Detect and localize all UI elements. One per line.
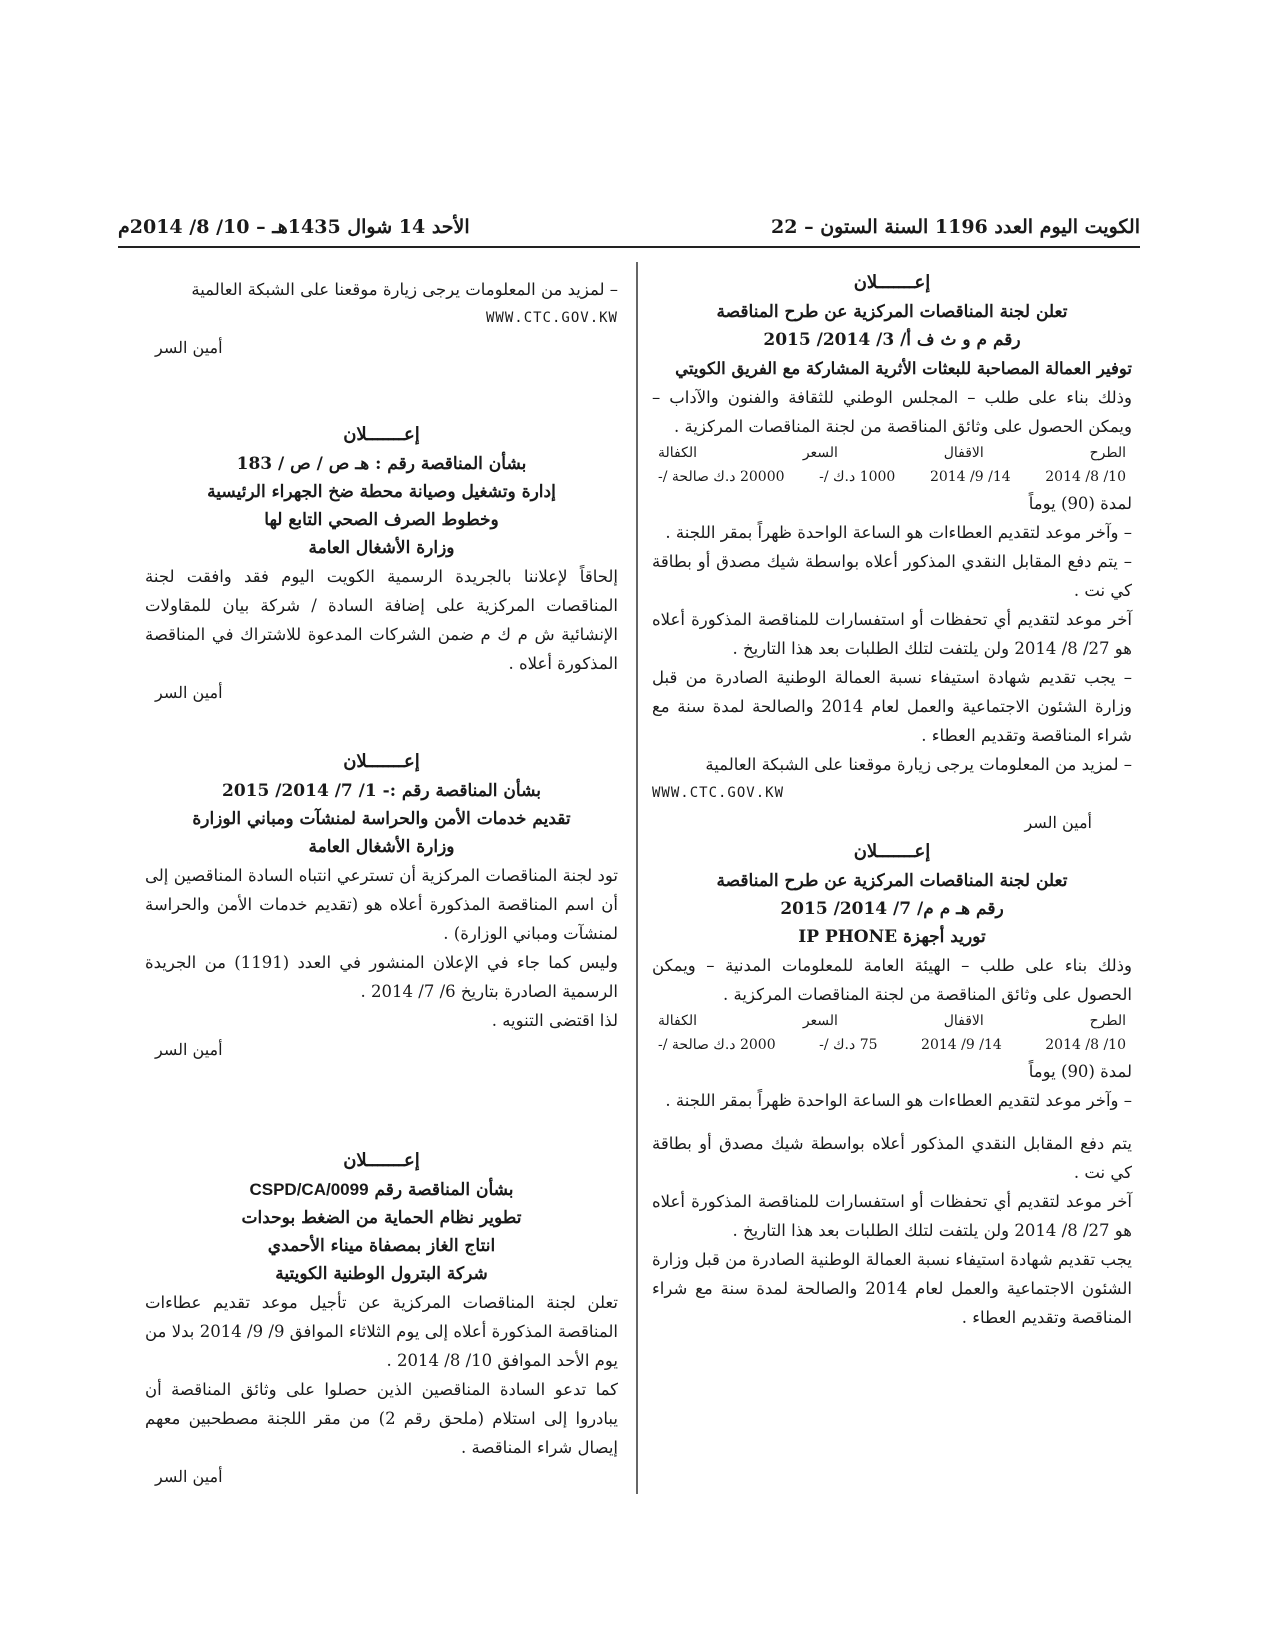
value-guarantee: 20000 د.ك صالحة /-: [658, 469, 785, 485]
value-price: 75 د.ك /-: [819, 1037, 878, 1053]
tender-subject: توريد أجهزة IP PHONE: [798, 927, 986, 947]
col-header-price: السعر: [802, 445, 838, 461]
secretary-signature: أمين السر: [155, 1040, 223, 1059]
left-column: [145, 275, 618, 1491]
value-closing-date: 14/ 9/ 2014: [921, 1037, 1002, 1053]
tender-body: تود لجنة المناقصات المركزية أن تسترعي انتباه السادة المناقصين إلى أن اسم المناقصة المذكورة أعلاه هو (تقديم خدمات الأمن والحراسة لمنشآت ومباني الوزارة) .: [145, 866, 618, 943]
tender-body: وذلك بناء على طلب – المجلس الوطني للثقافة والفنون والآداب – ويمكن الحصول على وثائق المناقصة من لجنة المناقصات المركزية .: [652, 388, 1132, 436]
tender-paragraph: – يجب تقديم شهادة استيفاء نسبة العمالة الوطنية الصادرة من قبل وزارة الشئون الاجتماعية والعمل لعام 2014 والصالحة لمدة سنة مع شراء المناقصة وتقديم العطاء .: [652, 668, 1133, 745]
tender-subject: انتاج الغاز بمصفاة ميناء الأحمدي: [267, 1236, 496, 1256]
tender-table-values: [652, 465, 1132, 489]
page-header: [118, 212, 1140, 248]
tender-subject: إدارة وتشغيل وصيانة محطة ضخ الجهراء الرئيسية: [207, 482, 556, 502]
tender-table-values: [652, 1033, 1132, 1057]
value-offer-date: 10/ 8/ 2014: [1045, 469, 1126, 485]
col-header-closing: الاقفال: [943, 445, 984, 461]
tender-paragraph: – وآخر موعد لتقديم العطاءات هو الساعة الواحدة ظهراً بمقر اللجنة .: [665, 523, 1132, 542]
col-header-closing: الاقفال: [943, 1013, 984, 1029]
col-header-guarantee: الكفالة: [658, 445, 698, 461]
col-header-offer: الطرح: [1089, 1013, 1126, 1029]
header-publication: الكويت اليوم العدد 1196 السنة الستون – 22: [771, 216, 1140, 238]
announcement-jahra-pumping: [145, 420, 618, 707]
tender-paragraph: – لمزيد من المعلومات يرجى زيارة موقعنا على الشبكة العالمية: [705, 755, 1132, 774]
header-date: الأحد 14 شوال 1435هـ – 10/ 8/ 2014م: [118, 216, 470, 238]
column-divider: [636, 262, 638, 1494]
tender-paragraph: – يتم دفع المقابل النقدي المذكور أعلاه بواسطة شيك مصدق أو بطاقة كي نت .: [652, 552, 1132, 600]
tender-table-headers: [652, 441, 1132, 465]
announcement-heading: إعـــــــلان: [853, 841, 931, 862]
announcement-ctc-archaeology: [652, 268, 1132, 837]
tender-number: بشأن المناقصة رقم :- 1/ 7/ 2014/ 2015: [221, 781, 541, 801]
tender-number: رقم هـ م م/ 7/ 2014/ 2015: [780, 899, 1004, 919]
tender-duration: لمدة (90) يوماً: [1028, 494, 1132, 513]
company-name: شركة البترول الوطنية الكويتية: [275, 1264, 488, 1284]
secretary-signature: أمين السر: [1024, 813, 1092, 832]
col-header-guarantee: الكفالة: [658, 1013, 698, 1029]
value-guarantee: 2000 د.ك صالحة /-: [658, 1037, 776, 1053]
col-header-offer: الطرح: [1089, 445, 1126, 461]
tender-subject: تقديم خدمات الأمن والحراسة لمنشآت ومباني الوزارة: [192, 809, 571, 829]
secretary-signature: أمين السر: [155, 1467, 223, 1486]
secretary-signature: أمين السر: [155, 683, 223, 702]
col-header-price: السعر: [802, 1013, 838, 1029]
value-price: 1000 د.ك /-: [819, 469, 896, 485]
tender-number-label: بشأن المناقصة رقم: [374, 1180, 514, 1200]
website-url: WWW.CTC.GOV.KW: [485, 310, 618, 326]
announcement-heading: إعـــــــلان: [343, 1150, 420, 1171]
tender-paragraph: آخر موعد لتقديم أي تحفظات أو استفسارات للمناقصة المذكورة أعلاه هو 27/ 8/ 2014 ولن يلتفت لتلك الطلبات بعد هذا التاريخ .: [652, 610, 1132, 658]
tender-number: بشأن المناقصة رقم : هـ ص / ص / 183: [236, 454, 527, 474]
tender-body: وذلك بناء على طلب – الهيئة العامة للمعلومات المدنية – ويمكن الحصول على وثائق المناقصة من لجنة المناقصات المركزية .: [652, 956, 1132, 1004]
announcement-heading: إعـــــــلان: [853, 272, 931, 293]
tender-subject: وخطوط الصرف الصحي التابع لها: [264, 510, 499, 530]
tender-number: [145, 1176, 618, 1204]
tender-subject: توفير العمالة المصاحبة للبعثات الأثرية المشاركة مع الفريق الكويتي: [675, 359, 1132, 378]
website-url: WWW.CTC.GOV.KW: [652, 785, 785, 801]
announcement-title: تعلن لجنة المناقصات المركزية عن طرح المناقصة: [716, 871, 1068, 891]
value-offer-date: 10/ 8/ 2014: [1045, 1037, 1126, 1053]
tender-body: إلحاقاً لإعلاننا بالجريدة الرسمية الكويت اليوم فقد وافقت لجنة المناقصات المركزية على إضافة السادة / شركة بيان للمقاولات الإنشائية ش م ك م ضمن الشركات المدعوة للاشتراك في المناقصة المذكورة أعلاه .: [145, 567, 618, 673]
announcement-ahmadi-refinery: [145, 1146, 618, 1491]
tender-paragraph: يجب تقديم شهادة استيفاء نسبة العمالة الوطنية الصادرة من قبل وزارة الشئون الاجتماعية والعمل لعام 2014 والصالحة لمدة سنة مع شراء المناقصة وتقديم العطاء .: [652, 1250, 1132, 1327]
tender-table-headers: [652, 1009, 1132, 1033]
ministry-name: وزارة الأشغال العامة: [308, 538, 455, 558]
tender-number: رقم م و ث ف أ/ 3/ 2014/ 2015: [763, 330, 1021, 350]
tender-body: لذا اقتضى التنويه .: [491, 1011, 618, 1030]
tender-number-code: CSPD/CA/0099: [249, 1180, 369, 1199]
tender-body: كما تدعو السادة المناقصين الذين حصلوا على وثائق المناقصة أن يبادروا إلى استلام (ملحق رقم 2) من مقر اللجنة مصطحبين معهم إيصال شراء المناقصة .: [145, 1380, 618, 1457]
tender-paragraph: آخر موعد لتقديم أي تحفظات أو استفسارات للمناقصة المذكورة أعلاه هو 27/ 8/ 2014 ولن يلتفت لتلك الطلبات بعد هذا التاريخ .: [652, 1192, 1132, 1240]
right-column: [652, 268, 1132, 1332]
tender-body: تعلن لجنة المناقصات المركزية عن تأجيل موعد تقديم عطاءات المناقصة المذكورة أعلاه إلى يوم الثلاثاء الموافق 9/ 9/ 2014 بدلا من يوم الأحد الموافق 10/ 8/ 2014 .: [145, 1293, 618, 1370]
secretary-signature: أمين السر: [155, 338, 223, 357]
announcement-ip-phone: [652, 837, 1132, 1332]
tender-paragraph: – وآخر موعد لتقديم العطاءات هو الساعة الواحدة ظهراً بمقر اللجنة .: [665, 1091, 1132, 1110]
tender-subject: تطوير نظام الحماية من الضغط بوحدات: [241, 1208, 522, 1228]
announcement-continuation: [145, 275, 618, 362]
info-paragraph: – لمزيد من المعلومات يرجى زيارة موقعنا على الشبكة العالمية: [191, 280, 618, 299]
tender-duration: لمدة (90) يوماً: [1028, 1062, 1132, 1081]
ministry-name: وزارة الأشغال العامة: [308, 837, 455, 857]
value-closing-date: 14/ 9/ 2014: [929, 469, 1011, 485]
announcement-heading: إعـــــــلان: [343, 751, 420, 772]
tender-body: وليس كما جاء في الإعلان المنشور في العدد (1191) من الجريدة الرسمية الصادرة بتاريخ 6/ 7/ 2014 .: [145, 953, 618, 1001]
announcement-security-services: [145, 747, 618, 1064]
announcement-heading: إعـــــــلان: [343, 424, 420, 445]
tender-paragraph: يتم دفع المقابل النقدي المذكور أعلاه بواسطة شيك مصدق أو بطاقة كي نت .: [652, 1134, 1132, 1182]
announcement-title: تعلن لجنة المناقصات المركزية عن طرح المناقصة: [716, 302, 1068, 322]
